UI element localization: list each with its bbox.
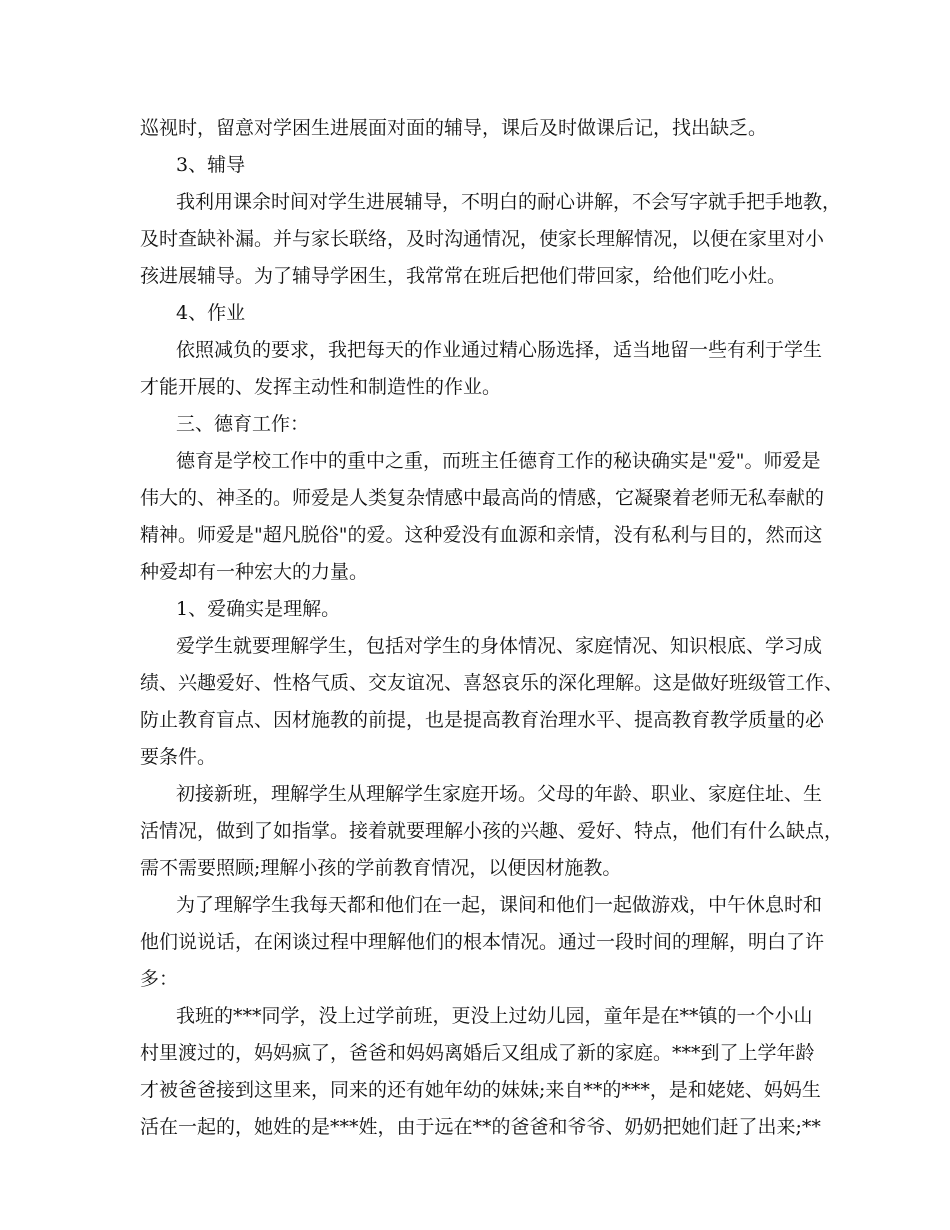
text-line: 及时查缺补漏。并与家长联络，及时沟通情况，使家长理解情况，以便在家里对小	[140, 228, 825, 250]
text-line: 孩进展辅导。为了辅导学困生，我常常在班后把他们带回家，给他们吃小灶。	[140, 265, 787, 287]
text-line: 需不需要照顾;理解小孩的学前教育情况，以便因材施教。	[140, 857, 622, 879]
text-line: 他们说说话，在闲谈过程中理解他们的根本情况。通过一段时间的理解，明白了许	[140, 931, 825, 953]
text-line: 才能开展的、发挥主动性和制造性的作业。	[140, 376, 502, 398]
text-line: 我班的***同学，没上过学前班，更没上过幼儿园，童年是在**镇的一个小山	[176, 1005, 813, 1027]
text-line: 防止教育盲点、因材施教的前提，也是提高教育治理水平、提高教育教学质量的必	[140, 709, 825, 731]
paragraph-tutoring	[140, 184, 842, 295]
text-line: 爱学生就要理解学生，包括对学生的身体情况、家庭情况、知识根底、学习成	[176, 635, 823, 657]
heading-understanding: 1、爱确实是理解。	[176, 598, 341, 620]
text-line: 初接新班，理解学生从理解学生家庭开场。父母的年龄、职业、家庭住址、生	[176, 783, 823, 805]
text-line: 要条件。	[140, 746, 217, 768]
text-line: 多：	[140, 968, 179, 990]
text-line: 种爱却有一种宏大的力量。	[140, 561, 369, 583]
text-line: 村里渡过的，妈妈疯了，爸爸和妈妈离婚后又组成了新的家庭。***到了上学年龄	[140, 1042, 815, 1064]
text-line: 精神。师爱是"超凡脱俗"的爱。这种爱没有血源和亲情，没有私利与目的，然而这	[140, 524, 823, 546]
paragraph-daily-contact	[140, 887, 825, 998]
paragraph-understanding	[140, 628, 844, 776]
text-line: 绩、兴趣爱好、性格气质、交友谊况、喜怒哀乐的深化理解。这是做好班级管工作、	[140, 672, 844, 694]
heading-moral-education: 三、德育工作：	[176, 413, 310, 435]
text-line: 巡视时，留意对学困生进展面对面的辅导，课后及时做课后记，找出缺乏。	[140, 117, 768, 139]
text-line: 活在一起的，她姓的是***姓，由于远在**的爸爸和爷爷、奶奶把她们赶了出来;**	[140, 1116, 821, 1138]
heading-homework: 4、作业	[176, 302, 246, 324]
text-line: 活情况，做到了如指掌。接着就要理解小孩的兴趣、爱好、特点，他们有什么缺点，	[140, 820, 844, 842]
paragraph-homework	[140, 332, 823, 406]
paragraph-new-class	[140, 776, 844, 887]
text-line: 依照减负的要求，我把每天的作业通过精心肠选择，适当地留一些有利于学生	[176, 339, 823, 361]
text-line: 为了理解学生我每天都和他们在一起，课间和他们一起做游戏，中午休息时和	[176, 894, 823, 916]
text-line: 我利用课余时间对学生进展辅导，不明白的耐心讲解，不会写字就手把手地教，	[176, 191, 842, 213]
text-line: 德育是学校工作中的重中之重，而班主任德育工作的秘诀确实是"爱"。师爱是	[176, 450, 821, 472]
text-line: 才被爸爸接到这里来，同来的还有她年幼的妹妹;来自**的***，是和姥姥、妈妈生	[140, 1079, 821, 1101]
heading-tutoring: 3、辅导	[176, 154, 246, 176]
paragraph-student-case	[140, 998, 820, 1146]
paragraph-moral-education	[140, 443, 825, 591]
text-line: 伟大的、神圣的。师爱是人类复杂情感中最高尚的情感，它凝聚着老师无私奉献的	[140, 487, 825, 509]
paragraph-tutoring-intro	[140, 110, 820, 147]
